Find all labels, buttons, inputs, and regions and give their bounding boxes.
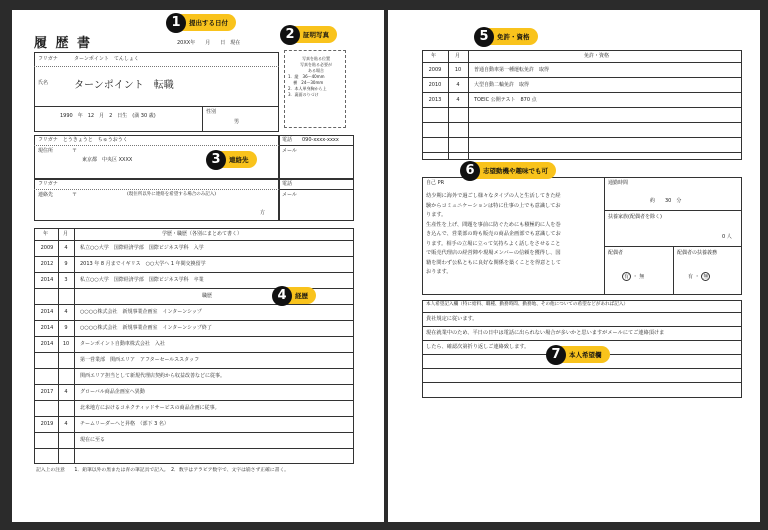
history-month: 4 xyxy=(64,421,68,427)
spouse-support-yes: 有 xyxy=(688,274,694,280)
history-entry: 関西エリア担当として新規代理店契約から収益改善などに従事。 xyxy=(80,373,226,379)
address-value: 東京都 中央区 XXXX xyxy=(82,157,133,163)
address-label: 現住所 xyxy=(38,148,54,154)
history-header-month: 月 xyxy=(63,231,69,237)
contact-suffix: 方 xyxy=(260,210,266,216)
pr-line: き込んで、営業部の時も販売の商品企画部でも意識してお xyxy=(426,231,561,237)
contact-email-label: メール xyxy=(282,192,297,198)
license-entry: 普通自動車第一種運転免許 取得 xyxy=(474,67,550,73)
date-line: 20XX年 月 日 現在 xyxy=(177,40,241,46)
history-year: 2014 xyxy=(40,325,54,331)
annotation-7: 7 本人希望欄 xyxy=(552,346,610,363)
photo-instruction-line: 3．裏面のりづけ xyxy=(288,92,319,97)
history-year: 2017 xyxy=(40,389,54,395)
pr-label: 自己 PR xyxy=(426,180,445,186)
license-month: 4 xyxy=(456,97,460,103)
history-entry: 第一営業部 関西エリア アフターセールススタッフ xyxy=(80,357,200,363)
wish-line: 現在就業中のため、平日の日中は電話に出られない場合が多いかと思いますがメールにてご連絡頂けま xyxy=(426,330,665,336)
annotation-6: 6 志望動機や趣味でも可 xyxy=(466,162,556,179)
birth-line: 1990 年 12 月 2 日生 (満 30 歳) xyxy=(60,113,156,119)
pr-text xyxy=(426,192,561,278)
annotation-3: 3 連絡先 xyxy=(212,151,257,168)
pr-line: 籍を問わず公私ともに良好な関係を築くことを得意として xyxy=(426,259,561,266)
photo-instruction-line: 写真を貼る位置 xyxy=(302,56,330,61)
history-year: 2014 xyxy=(40,277,54,283)
pr-line: で販売代理店の経営陣や現場メンバーの信頼を獲得し、国 xyxy=(426,250,561,256)
dependents-label: 扶養家族(配偶者を除く) xyxy=(608,214,662,220)
license-year: 2010 xyxy=(428,82,442,88)
history-year: 2012 xyxy=(40,261,54,267)
footnote: 記入上の注意 1．鉛筆以外の黒または青の筆記具で記入。 2．数字はアラビア数字で、文字は崩さず正確に書く。 xyxy=(36,468,289,473)
gender-label: 性別 xyxy=(206,109,217,115)
spouse-options: 有 ・ 無 xyxy=(623,274,645,280)
dependents-value: 0 人 xyxy=(722,234,732,240)
name-value: ターンポイント 転職 xyxy=(74,80,174,91)
wish-line: したら、確認次第折り返しご連絡致します。 xyxy=(426,344,530,350)
history-entry: ○○○○株式会社 新規事業企画室 インターンシップ終了 xyxy=(80,325,212,331)
pr-line: 生産性を上げ、問題を事前に防ぐためにも積極的に人を巻 xyxy=(426,221,561,228)
history-entry: 北米地方におけるコネクティッドサービスの商品企画に従事。 xyxy=(80,405,220,411)
annotation-1: 1 提出する日付 xyxy=(172,14,236,31)
history-month: 9 xyxy=(64,261,68,267)
photo-instruction-line: ある場合 xyxy=(308,68,324,73)
history-year: 2014 xyxy=(40,309,54,315)
history-month: 4 xyxy=(64,309,68,315)
annotation-5: 5 免許・資格 xyxy=(480,28,538,45)
history-entry: ○○○○株式会社 新規事業企画室 インターンシップ xyxy=(80,309,202,315)
license-entry: TOEIC 公開テスト 870 点 xyxy=(474,97,537,103)
commute-value: 約 30 分 xyxy=(650,198,682,204)
contact-postal: 〒 xyxy=(72,192,78,198)
wish-label: 本人希望記入欄（特に給料、職種、勤務時間、勤務地、その他についての希望などがあれば記入） xyxy=(426,302,629,307)
license-header-month: 月 xyxy=(455,53,461,59)
page-gutter xyxy=(384,10,388,522)
license-entry: 大型自動二輪免許 取得 xyxy=(474,82,530,88)
photo-instruction-line: 2．本人単身胸から上 xyxy=(288,86,327,91)
history-year: 2009 xyxy=(40,245,54,251)
license-year: 2013 xyxy=(428,97,442,103)
resume-right-page xyxy=(388,10,760,522)
spouse-yes-circled: 有 xyxy=(623,274,629,280)
photo-instruction-line: 横 24～30mm xyxy=(288,80,324,85)
annotation-4: 4 経歴 xyxy=(278,287,316,304)
history-header-content: 学歴・職歴（各別にまとめて書く） xyxy=(162,231,243,237)
address-furigana: フリガナ とうきょうと ちゅうおうく xyxy=(38,137,128,143)
name-label: 氏名 xyxy=(38,80,49,86)
name-block xyxy=(34,52,279,132)
contact-note: (現住所以外に連絡を希望する場合のみ記入) xyxy=(127,192,217,197)
commute-label: 通勤時間 xyxy=(608,180,629,186)
resume-title: 履 歴 書 xyxy=(34,36,93,51)
email-label: メール xyxy=(282,148,297,154)
contact-block xyxy=(34,179,279,221)
spouse-no: 無 xyxy=(639,274,645,280)
pr-line: 幼少期に海外で過ごし様々なタイプの人と生活してきた経 xyxy=(426,193,561,199)
career-heading: 職歴 xyxy=(202,293,213,299)
contact-phone-label: 電話 xyxy=(282,181,293,187)
history-month: 4 xyxy=(64,245,68,251)
pr-line: ります。 xyxy=(426,212,447,218)
photo-instructions xyxy=(288,56,344,98)
phone-value: 090-xxxx-xxxx xyxy=(302,137,339,143)
pr-line: 験からコミュニケーションは特に仕事の上でも意識してお xyxy=(426,202,561,209)
spouse-support-label: 配偶者の扶養義務 xyxy=(677,250,718,256)
gender-value: 男 xyxy=(234,119,240,125)
photo-instruction-line: 1．縦 36～40mm xyxy=(288,74,325,79)
contact-furigana: フリガナ xyxy=(38,181,58,187)
history-month: 10 xyxy=(62,341,70,347)
history-entry: 2013 年 8 月までイギリス ○○大学へ 1 年間交換留学 xyxy=(80,261,206,267)
history-entry: チームリーダーへと昇格 （部下 3 名） xyxy=(80,421,169,427)
history-entry: グローバル商品企画室へ異動 xyxy=(80,389,145,395)
license-year: 2009 xyxy=(428,67,442,73)
license-table xyxy=(422,50,742,160)
furigana-label: フリガナ xyxy=(38,56,58,62)
history-month: 3 xyxy=(64,277,68,283)
history-header-year: 年 xyxy=(43,231,49,237)
contact-label: 連絡先 xyxy=(38,192,54,198)
history-entry: 私立○○大学 国際経済学部 国際ビジネス学科 卒業 xyxy=(80,277,204,283)
history-entry: 私立○○大学 国際経済学部 国際ビジネス学科 入学 xyxy=(80,245,204,251)
history-entry: ターンポイント自動車株式会社 入社 xyxy=(80,341,165,347)
photo-instruction-line: 写真を貼る必要が xyxy=(300,62,332,67)
spouse-support-no-circled: 無 xyxy=(703,274,709,280)
license-header-year: 年 xyxy=(431,53,437,59)
furigana-value: ターンポイント てんしょく xyxy=(74,56,139,62)
license-month: 10 xyxy=(454,67,462,73)
annotation-2: 2 証明写真 xyxy=(286,26,337,43)
resume-left-page xyxy=(12,10,384,522)
wish-line: 貴社規定に従います。 xyxy=(426,316,478,322)
address-postal: 〒 xyxy=(72,148,78,154)
pr-line: ります。相手の立場に立って気持ちよく話しをさせること xyxy=(426,240,561,247)
spouse-label: 配偶者 xyxy=(608,250,624,256)
history-entry: 現在に至る xyxy=(80,437,106,443)
spouse-support-options: 有 ・ 無 xyxy=(688,274,709,280)
license-header-content: 免許・資格 xyxy=(584,53,610,59)
history-month: 4 xyxy=(64,389,68,395)
history-year: 2014 xyxy=(40,341,54,347)
history-year: 2019 xyxy=(40,421,54,427)
history-month: 9 xyxy=(64,325,68,331)
pr-line: おります。 xyxy=(426,269,452,275)
phone-label: 電話 xyxy=(282,137,293,143)
license-month: 4 xyxy=(456,82,460,88)
